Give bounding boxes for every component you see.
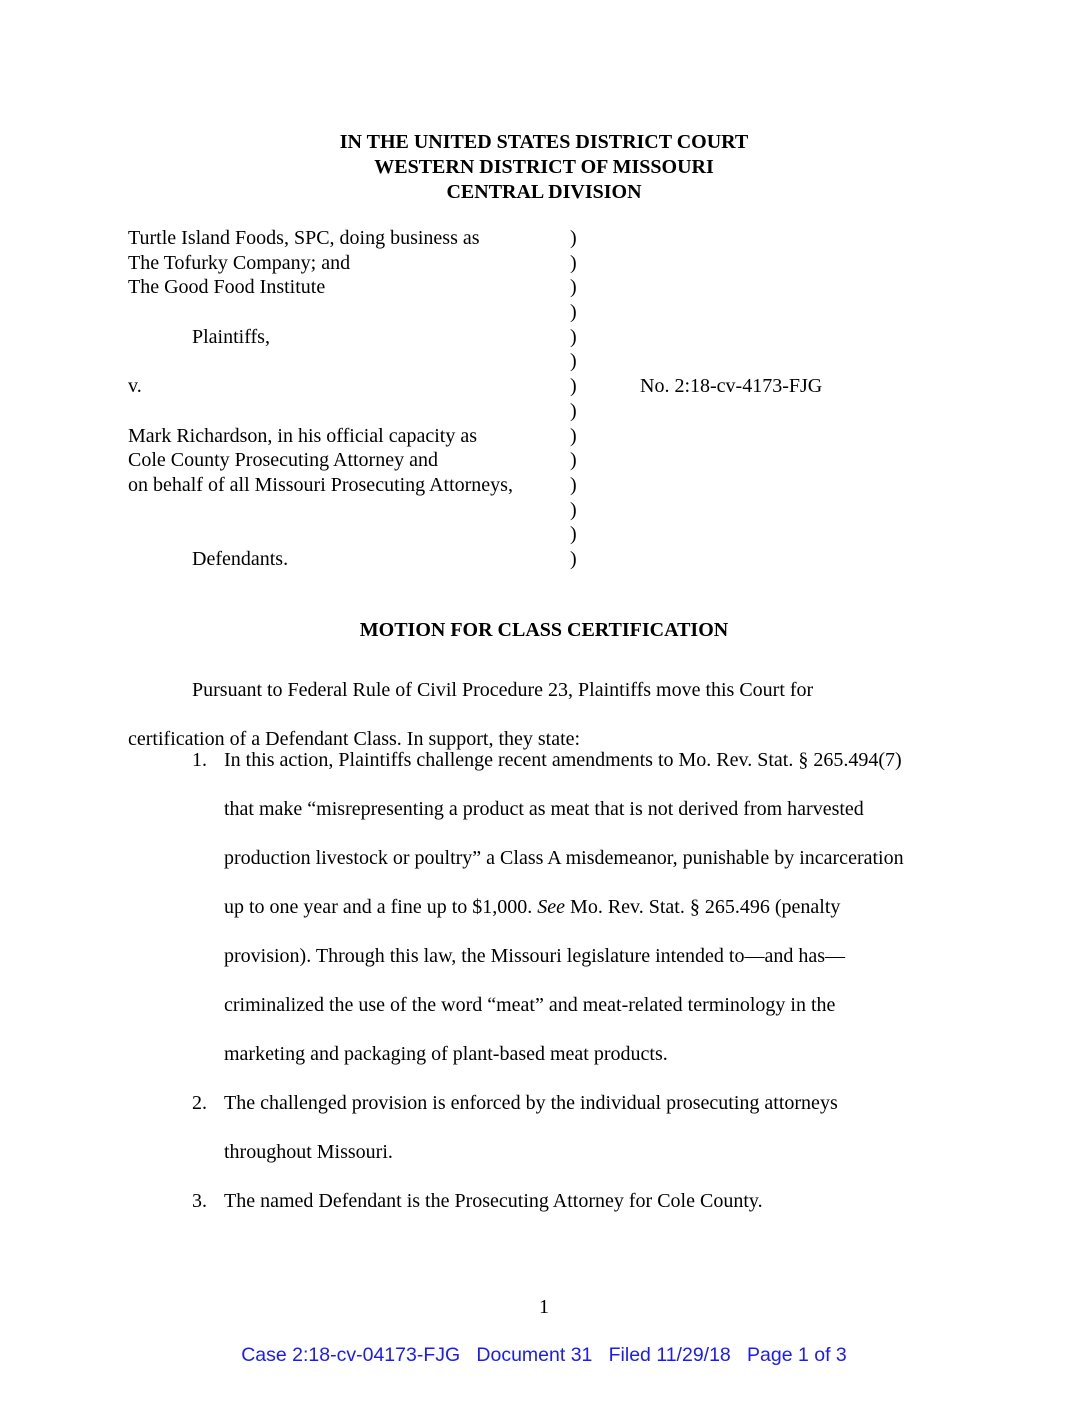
item-line: criminalized the use of the word “meat” and meat-related terminology in the	[224, 994, 836, 1016]
defendants-label: Defendants.	[192, 547, 289, 570]
intro-line: Pursuant to Federal Rule of Civil Procedure 23, Plaintiffs move this Court for	[192, 679, 814, 701]
case-number: No. 2:18-cv-4173-FJG	[640, 375, 823, 397]
caption-paren: )	[570, 399, 577, 422]
court-heading-line: IN THE UNITED STATES DISTRICT COURT	[339, 131, 749, 153]
list-item	[192, 1177, 904, 1226]
item-line: The named Defendant is the Prosecuting Attorney for Cole County.	[224, 1190, 763, 1212]
caption-paren: )	[570, 350, 577, 373]
versus-label: v.	[128, 375, 142, 398]
plaintiff-line: The Tofurky Company; and	[128, 251, 351, 274]
court-heading-line: CENTRAL DIVISION	[446, 181, 642, 203]
item-line-text: up to one year and a fine up to $1,000.	[224, 896, 533, 918]
defendant-line: Cole County Prosecuting Attorney and	[128, 449, 438, 472]
plaintiff-line: The Good Food Institute	[128, 276, 326, 299]
caption-paren: )	[570, 498, 577, 521]
defendant-line: Mark Richardson, in his official capacity as	[128, 424, 477, 447]
court-heading	[0, 130, 1088, 205]
item-line: In this action, Plaintiffs challenge recent amendments to Mo. Rev. Stat. § 265.494(7)	[224, 749, 902, 771]
caption-paren: )	[570, 276, 577, 299]
caption-paren: )	[570, 375, 577, 398]
item-number: 2.	[192, 1092, 207, 1114]
blank-line	[128, 399, 513, 424]
ecf-filing-stamp: Case 2:18-cv-04173-FJG Document 31 Filed 11/29/18 Page 1 of 3	[241, 1344, 847, 1366]
blank-line	[128, 300, 513, 325]
caption-paren: )	[570, 325, 577, 348]
caption-paren: )	[570, 449, 577, 472]
item-line: production livestock or poultry” a Class A misdemeanor, punishable by incarceration	[224, 847, 904, 869]
blank-line	[128, 522, 513, 547]
caption-paren: )	[570, 251, 577, 274]
numbered-list	[192, 736, 904, 1226]
case-caption-parties	[128, 226, 513, 572]
caption-parenthesis-column	[570, 226, 577, 572]
blank-line	[128, 498, 513, 523]
item-number: 1.	[192, 749, 207, 771]
caption-paren: )	[570, 547, 577, 570]
see-signal: See	[537, 896, 566, 918]
court-heading-line: WESTERN DISTRICT OF MISSOURI	[374, 156, 714, 178]
caption-paren: )	[570, 473, 577, 496]
blank-line	[128, 349, 513, 374]
item-number: 3.	[192, 1190, 207, 1212]
page-number: 1	[539, 1296, 549, 1318]
item-line: throughout Missouri.	[224, 1141, 393, 1163]
list-item	[192, 736, 904, 1079]
intro-line: certification of a Defendant Class. In support, they state:	[128, 728, 581, 750]
plaintiffs-label: Plaintiffs,	[192, 325, 270, 348]
caption-paren: )	[570, 523, 577, 546]
caption-paren: )	[570, 301, 577, 324]
caption-paren: )	[570, 227, 577, 249]
item-line: marketing and packaging of plant-based meat products.	[224, 1043, 668, 1065]
item-line-text: Mo. Rev. Stat. § 265.496 (penalty	[570, 896, 841, 918]
plaintiff-line: Turtle Island Foods, SPC, doing business as	[128, 227, 480, 249]
item-line: that make “misrepresenting a product as meat that is not derived from harvested	[224, 798, 864, 820]
item-line: The challenged provision is enforced by the individual prosecuting attorneys	[224, 1092, 838, 1114]
caption-paren: )	[570, 424, 577, 447]
item-line	[224, 883, 904, 932]
list-item	[192, 1079, 904, 1177]
defendant-line: on behalf of all Missouri Prosecuting Attorneys,	[128, 473, 513, 496]
motion-title: MOTION FOR CLASS CERTIFICATION	[359, 619, 729, 641]
item-line: provision). Through this law, the Missouri legislature intended to—and has—	[224, 945, 846, 967]
